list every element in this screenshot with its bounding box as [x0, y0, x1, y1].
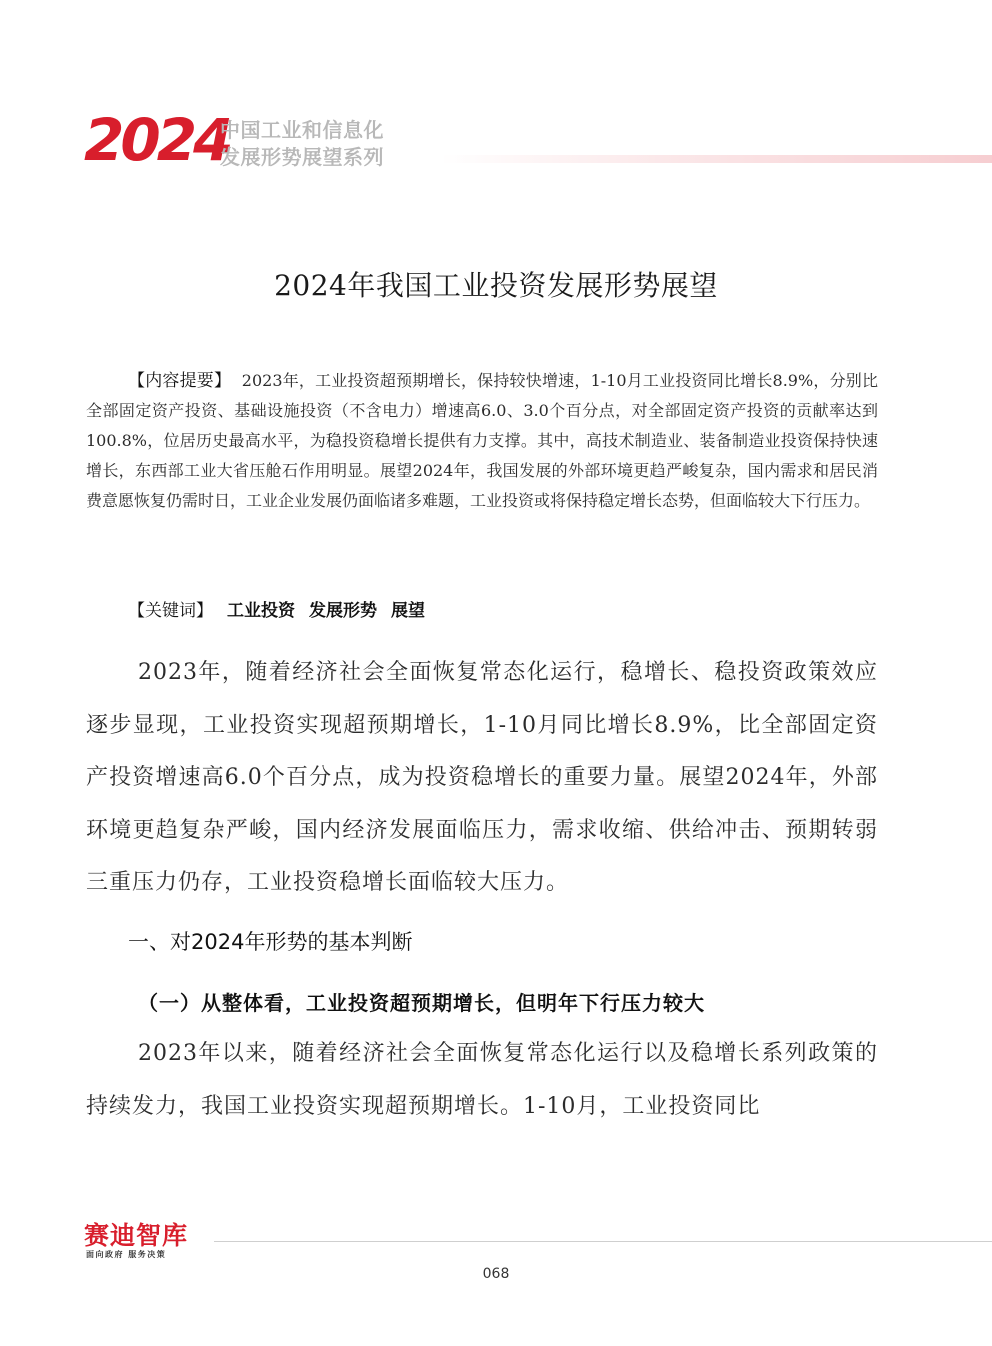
abstract-label: 【内容提要】 — [128, 371, 232, 391]
abstract-text: 2023年，工业投资超预期增长，保持较快增速，1-10月工业投资同比增长8.9%，分别比全部固定资产投资、基础设施投资（不含电力）增速高6.0、3.0个百分点，对全部固定资产投资的贡献率达到100.8%，位居历史最高水平，为稳投资稳增长提供有力支撑。其中，高技术制造业、装备制造业投资保持快速增长，东西部工业大省压舱石作用明显。展望2024年，我国发展的外部环境更趋严峻复杂，国内需求和居民消费意愿恢复仍需时日，工业企业发展仍面临诸多难题，工业投资或将保持稳定增长态势，但面临较大下行压力。 — [86, 371, 878, 510]
subsection-heading: （一）从整体看，工业投资超预期增长，但明年下行压力较大 — [138, 991, 705, 1015]
keywords-block — [128, 596, 878, 626]
ccid-think-tank-logo: 赛迪智库 — [84, 1221, 189, 1250]
header-decorative-band — [440, 155, 992, 163]
keyword-item: 展望 — [391, 601, 425, 621]
section-heading: 一、对2024年形势的基本判断 — [128, 930, 413, 954]
keyword-item: 工业投资 — [227, 601, 295, 621]
series-year-logo: 2024 — [84, 106, 230, 174]
series-title-line2: 发展形势展望系列 — [220, 145, 384, 169]
keyword-item: 发展形势 — [309, 601, 377, 621]
series-title-line1: 中国工业和信息化 — [220, 118, 384, 142]
footer-divider — [214, 1241, 992, 1242]
keywords-label: 【关键词】 — [128, 601, 213, 621]
document-title: 2024年我国工业投资发展形势展望 — [274, 269, 718, 302]
abstract-block — [86, 366, 878, 516]
body-paragraph-1: 2023年，随着经济社会全面恢复常态化运行，稳增长、稳投资政策效应逐步显现，工业投资实现超预期增长，1-10月同比增长8.9%，比全部固定资产投资增速高6.0个百分点，成为投资稳增长的重要力量。展望2024年，外部环境更趋复杂严峻，国内经济发展面临压力，需求收缩、供给冲击、预期转弱三重压力仍存，工业投资稳增长面临较大压力。 — [86, 660, 878, 895]
page-header — [0, 0, 992, 200]
body-paragraph-2: 2023年以来，随着经济社会全面恢复常态化运行以及稳增长系列政策的持续发力，我国工业投资实现超预期增长。1-10月，工业投资同比 — [86, 1041, 878, 1119]
footer-tagline: 面向政府 服务决策 — [86, 1250, 167, 1259]
page-number: 068 — [482, 1266, 510, 1282]
